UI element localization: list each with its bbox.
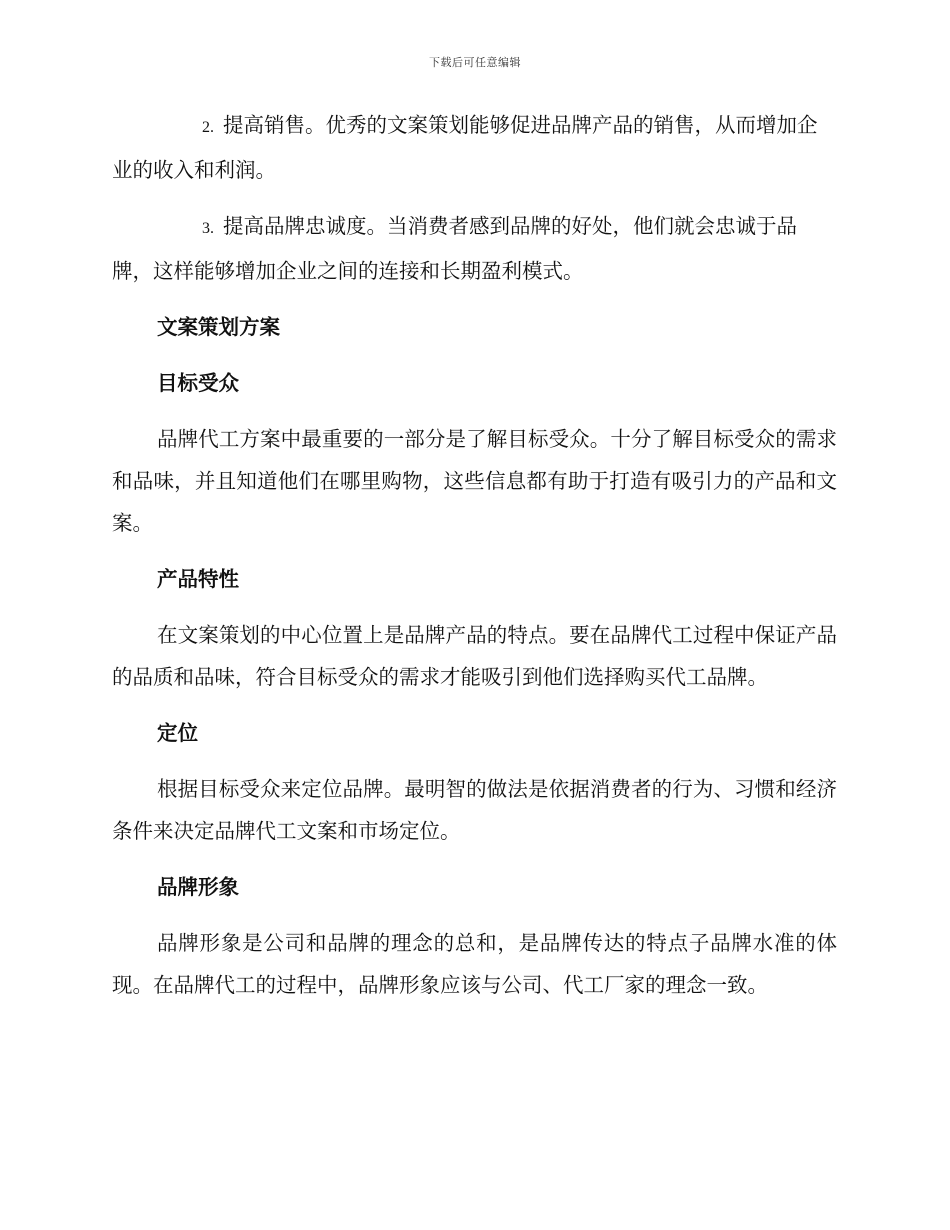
list-number: 2. [202, 119, 214, 136]
heading-brand-image: 品牌形象 [157, 875, 239, 899]
paragraph-positioning: 根据目标受众来定位品牌。最明智的做法是依据消费者的行为、习惯和经济条件来决定品牌代工文案和市场定位。 [112, 777, 837, 843]
list-item-2 [112, 104, 837, 191]
paragraph-product-features: 在文案策划的中心位置上是品牌产品的特点。要在品牌代工过程中保证产品的品质和品味，符合目标受众的需求才能吸引到他们选择购买代工品牌。 [112, 623, 837, 689]
list-item-3 [112, 205, 837, 292]
section-title: 文案策划方案 [157, 315, 280, 339]
list-item-text: 提高品牌忠诚度。当消费者感到品牌的好处，他们就会忠诚于品牌，这样能够增加企业之间的连接和长期盈利模式。 [112, 214, 797, 283]
paragraph-target-audience: 品牌代工方案中最重要的一部分是了解目标受众。十分了解目标受众的需求和品味，并且知道他们在哪里购物，这些信息都有助于打造有吸引力的产品和文案。 [112, 427, 837, 535]
page-header-note: 下载后可任意编辑 [429, 56, 521, 69]
heading-target-audience: 目标受众 [157, 371, 239, 395]
paragraph-brand-image: 品牌形象是公司和品牌的理念的总和，是品牌传达的特点子品牌水准的体现。在品牌代工的过程中，品牌形象应该与公司、代工厂家的理念一致。 [112, 931, 837, 997]
list-number: 3. [202, 220, 214, 237]
document-body [112, 104, 837, 1020]
list-item-text: 提高销售。优秀的文案策划能够促进品牌产品的销售，从而增加企业的收入和利润。 [112, 113, 818, 182]
heading-positioning: 定位 [157, 721, 198, 745]
heading-product-features: 产品特性 [157, 567, 239, 591]
